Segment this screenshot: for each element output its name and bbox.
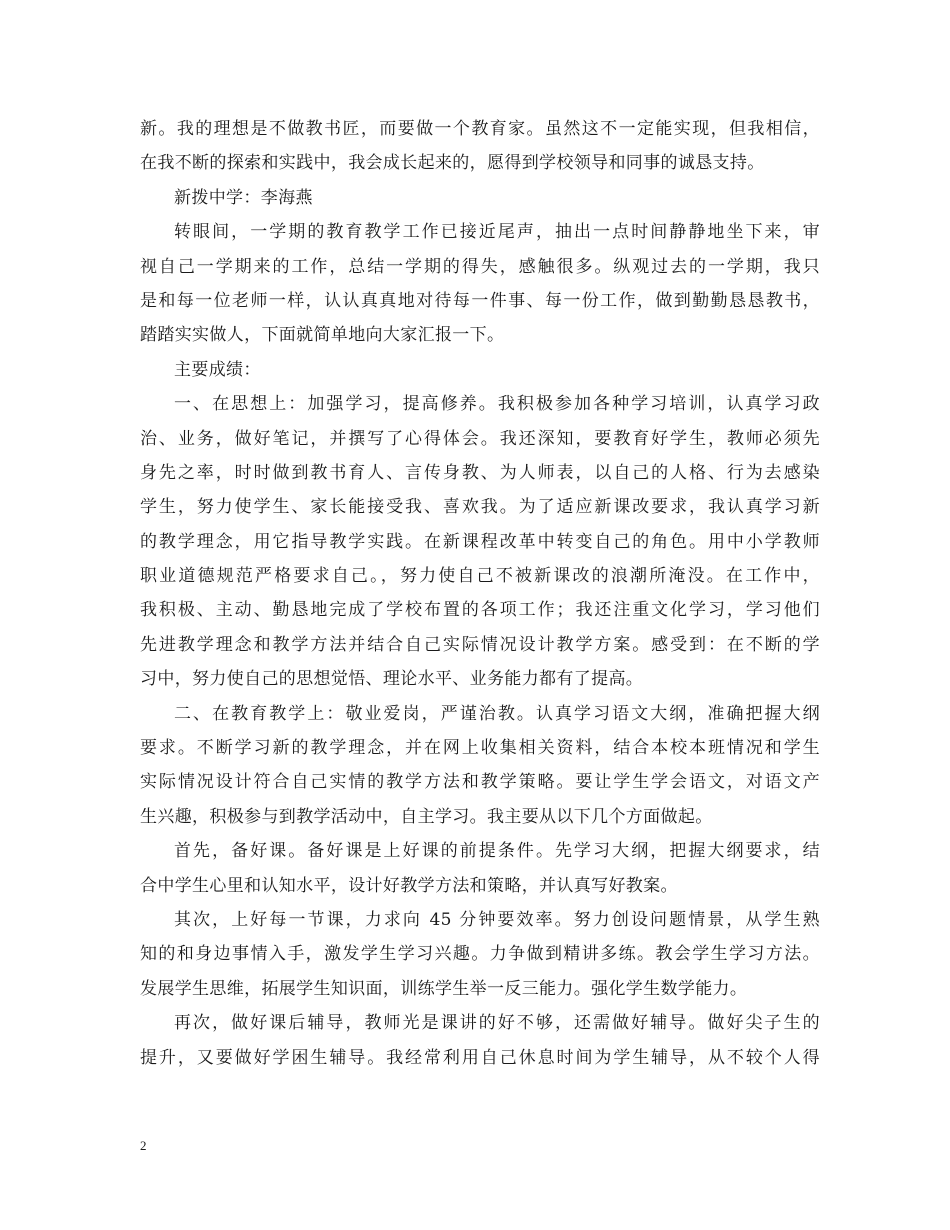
text-line: 治、业务，做好笔记，并撰写了心得体会。我还深知，要教育好学生，教师必须先 — [140, 428, 820, 449]
text-line: 踏踏实实做人，下面就简单地向大家汇报一下。 — [140, 325, 505, 346]
text-line: 先进教学理念和教学方法并结合自己实际情况设计教学方案。感受到：在不断的学 — [140, 634, 820, 655]
text-line: 视自己一学期来的工作，总结一学期的得失，感触很多。纵观过去的一学期，我只 — [140, 256, 820, 277]
text-line: 的教学理念，用它指导教学实践。在新课程改革中转变自己的角色。用中小学教师 — [140, 531, 820, 552]
text-line: 提升，又要做好学困生辅导。我经常利用自己休息时间为学生辅导，从不较个人得 — [140, 1047, 820, 1068]
page-number: 2 — [140, 1138, 147, 1153]
text-line: 身先之率，时时做到教书育人、言传身教、为人师表，以自己的人格、行为去感染 — [140, 462, 820, 483]
text-line: 职业道德规范严格要求自己。，努力使自己不被新课改的浪潮所淹没。在工作中， — [140, 566, 820, 587]
text-line: 习中，努力使自己的思想觉悟、理论水平、业务能力都有了提高。 — [140, 669, 644, 690]
text-line: 一、在思想上：加强学习，提高修养。我积极参加各种学习培训，认真学习政 — [174, 394, 820, 415]
document-body — [140, 112, 820, 1075]
text-line: 转眼间，一学期的教育教学工作已接近尾声，抽出一点时间静静地坐下来，审 — [174, 222, 820, 243]
text-line: 知的和身边事情入手，激发学生学习兴趣。力争做到精讲多练。教会学生学习方法。 — [140, 944, 820, 965]
text-line: 生兴趣，积极参与到教学活动中，自主学习。我主要从以下几个方面做起。 — [140, 806, 713, 827]
text-line: 二、在教育教学上：敬业爱岗，严谨治教。认真学习语文大纲，准确把握大纲 — [174, 703, 820, 724]
text-line: 新拨中学：李海燕 — [174, 187, 313, 208]
text-line: 新。我的理想是不做教书匠，而要做一个教育家。虽然这不一定能实现，但我相信， — [140, 119, 820, 139]
text-line: 是和每一位老师一样，认认真真地对待每一件事、每一份工作，做到勤勤恳恳教书， — [140, 290, 820, 311]
text-line: 主要成绩： — [174, 359, 261, 380]
text-line: 再次，做好课后辅导，教师光是课讲的好不够，还需做好辅导。做好尖子生的 — [174, 1013, 820, 1034]
text-line: 在我不断的探索和实践中，我会成长起来的，愿得到学校领导和同事的诚恳支持。 — [140, 153, 765, 174]
text-line: 其次，上好每一节课，力求向 45 分钟要效率。努力创设问题情景，从学生熟 — [174, 909, 820, 930]
text-line: 我积极、主动、勤恳地完成了学校布置的各项工作；我还注重文化学习，学习他们 — [140, 600, 820, 621]
text-line: 首先，备好课。备好课是上好课的前提条件。先学习大纲，把握大纲要求，结 — [174, 841, 820, 862]
text-line: 学生，努力使学生、家长能接受我、喜欢我。为了适应新课改要求，我认真学习新 — [140, 497, 820, 518]
text-line: 合中学生心里和认知水平，设计好教学方法和策略，并认真写好教案。 — [140, 875, 678, 896]
text-line: 实际情况设计符合自己实情的教学方法和教学策略。要让学生学会语文，对语文产 — [140, 772, 820, 793]
text-line: 发展学生思维，拓展学生知识面，训练学生举一反三能力。强化学生数学能力。 — [140, 978, 748, 999]
text-line: 要求。不断学习新的教学理念，并在网上收集相关资料，结合本校本班情况和学生 — [140, 738, 820, 759]
